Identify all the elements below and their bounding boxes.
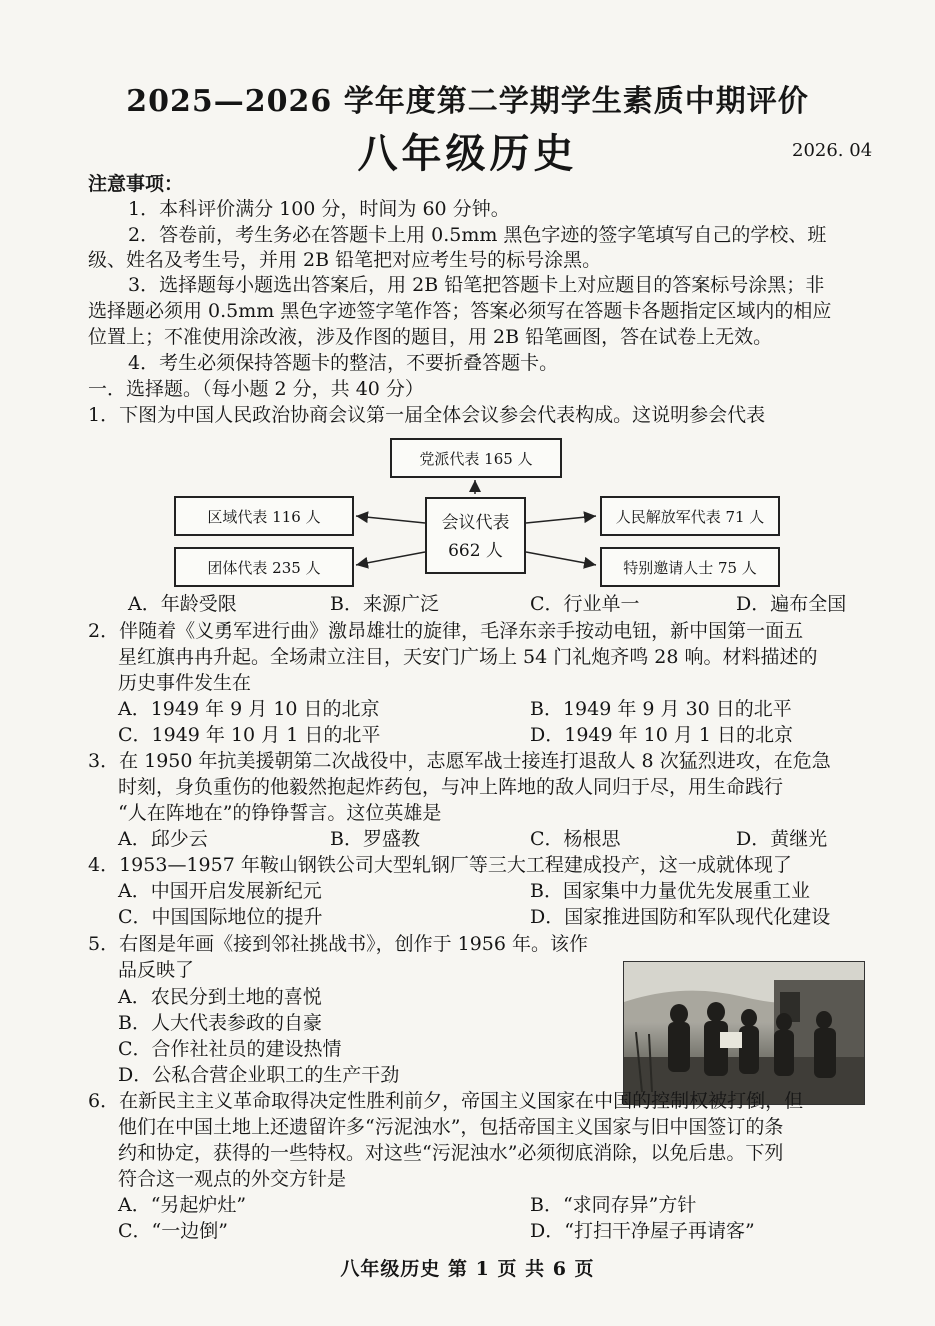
question-1-option-b[interactable]: B．来源广泛 [330,593,439,615]
question-4-option-d[interactable]: D．国家推进国防和军队现代化建设 [530,906,831,928]
question-2-stem: 星红旗冉冉升起。全场肃立注目，天安门广场上 54 门礼炮齐鸣 28 响。材料描述的 [118,646,818,668]
regional-representatives-label: 区域代表 116 人 [207,507,321,526]
invited-representatives-label: 特别邀请人士 75 人 [623,558,757,577]
question-1-option-c[interactable]: C．行业单一 [530,593,640,615]
notice-line: 1．本科评价满分 100 分，时间为 60 分钟。 [128,198,510,220]
notice-line: 2．答卷前，考生务必在答题卡上用 0.5mm 黑色字迹的签字笔填写自己的学校、班 [128,224,827,246]
party-representatives-label: 党派代表 165 人 [419,449,533,468]
section-heading: 一．选择题。（每小题 2 分，共 40 分） [88,378,424,400]
total-count: 662 人 [448,541,503,561]
question-5-stem: 5．右图是年画《接到邻社挑战书》，创作于 1956 年。该作 [88,933,589,955]
question-2-option-d[interactable]: D．1949 年 10 月 1 日的北京 [530,724,794,746]
notice-line: 4．考生必须保持答题卡的整洁，不要折叠答题卡。 [128,352,559,374]
question-3-option-b[interactable]: B．罗盛教 [330,828,420,850]
question-5-option-d[interactable]: D．公私合营企业职工的生产干劲 [118,1064,400,1086]
question-3-option-c[interactable]: C．杨根思 [530,828,621,850]
question-2-stem: 历史事件发生在 [118,672,252,694]
question-5-option-a[interactable]: A．农民分到土地的喜悦 [118,986,322,1008]
question-6-option-d[interactable]: D．“打扫干净屋子再请客” [530,1220,755,1242]
question-6-option-c[interactable]: C．“一边倒” [118,1220,228,1242]
question-4-option-b[interactable]: B．国家集中力量优先发展重工业 [530,880,810,902]
question-6-stem: 6．在新民主主义革命取得决定性胜利前夕，帝国主义国家在中国的控制权被打倒，但 [88,1090,804,1112]
question-3-stem: 3．在 1950 年抗美援朝第二次战役中，志愿军战士接连打退敌人 8 次猛烈进攻，在危急 [88,750,831,772]
question-3-stem: “人在阵地在”的铮铮誓言。这位英雄是 [118,802,442,824]
question-2-option-a[interactable]: A．1949 年 9 月 10 日的北京 [118,698,380,720]
question-2-stem: 2．伴随着《义勇军进行曲》激昂雄壮的旋律，毛泽东亲手按动电钮，新中国第一面五 [88,620,804,642]
subject-title: 八年级历史 [357,130,578,177]
question-3-option-d[interactable]: D．黄继光 [736,828,828,850]
pla-representatives-box [600,496,780,536]
question-6-option-b[interactable]: B．“求同存异”方针 [530,1194,697,1216]
total-representatives-box [425,497,526,574]
question-1-option-a[interactable]: A．年龄受限 [128,593,237,615]
party-representatives-box [390,438,562,478]
question-4-stem: 4．1953—1957 年鞍山钢铁公司大型轧钢厂等三大工程建成投产，这一成就体现了 [88,854,792,876]
question-5-option-b[interactable]: B．人大代表参政的自豪 [118,1012,322,1034]
question-1-stem: 1．下图为中国人民政治协商会议第一届全体会议参会代表构成。这说明参会代表 [88,404,766,426]
notice-line: 级、姓名及考生号，并用 2B 铅笔把对应考生号的标号涂黑。 [88,249,602,271]
notice-line: 位置上；不准使用涂改液，涉及作图的题目，用 2B 铅笔画图，答在试卷上无效。 [88,326,773,348]
question-5-stem: 品反映了 [118,959,195,981]
notice-heading: 注意事项： [88,173,184,195]
group-representatives-box [174,547,354,587]
question-6-stem: 约和协定，获得的一些特权。对这些“污泥浊水”必须彻底消除，以免后患。下列 [118,1142,784,1164]
invited-representatives-box [600,547,780,587]
question-2-option-b[interactable]: B．1949 年 9 月 30 日的北平 [530,698,792,720]
notice-line: 3．选择题每小题选出答案后，用 2B 铅笔把答题卡上对应题目的答案标号涂黑；非 [128,274,825,296]
exam-date: 2026. 04 [792,140,873,161]
question-5-option-c[interactable]: C．合作社社员的建设热情 [118,1038,342,1060]
question-2-option-c[interactable]: C．1949 年 10 月 1 日的北平 [118,724,381,746]
question-1-option-d[interactable]: D．遍布全国 [736,593,847,615]
regional-representatives-box [174,496,354,536]
question-6-stem: 符合这一观点的外交方针是 [118,1168,347,1190]
painting-illustration [624,962,864,1104]
new-year-painting-image [623,961,865,1105]
question-4-option-a[interactable]: A．中国开启发展新纪元 [118,880,322,902]
notice-line: 选择题必须用 0.5mm 黑色字迹签字笔作答；答案必须写在答题卡各题指定区域内的相应 [88,300,832,322]
question-3-option-a[interactable]: A．邱少云 [118,828,208,850]
question-3-stem: 时刻，身负重伤的他毅然抱起炸药包，与冲上阵地的敌人同归于尽，用生命践行 [118,776,784,798]
exam-title: 2025—2026 学年度第二学期学生素质中期评价 [126,84,809,119]
group-representatives-label: 团体代表 235 人 [207,558,321,577]
question-6-option-a[interactable]: A．“另起炉灶” [118,1194,247,1216]
question-4-option-c[interactable]: C．中国国际地位的提升 [118,906,323,928]
pla-representatives-label: 人民解放军代表 71 人 [615,507,765,526]
page-footer: 八年级历史 第 1 页 共 6 页 [340,1258,595,1280]
question-6-stem: 他们在中国土地上还遗留许多“污泥浊水”，包括帝国主义国家与旧中国签订的条 [118,1116,784,1138]
total-label: 会议代表 [441,513,510,533]
